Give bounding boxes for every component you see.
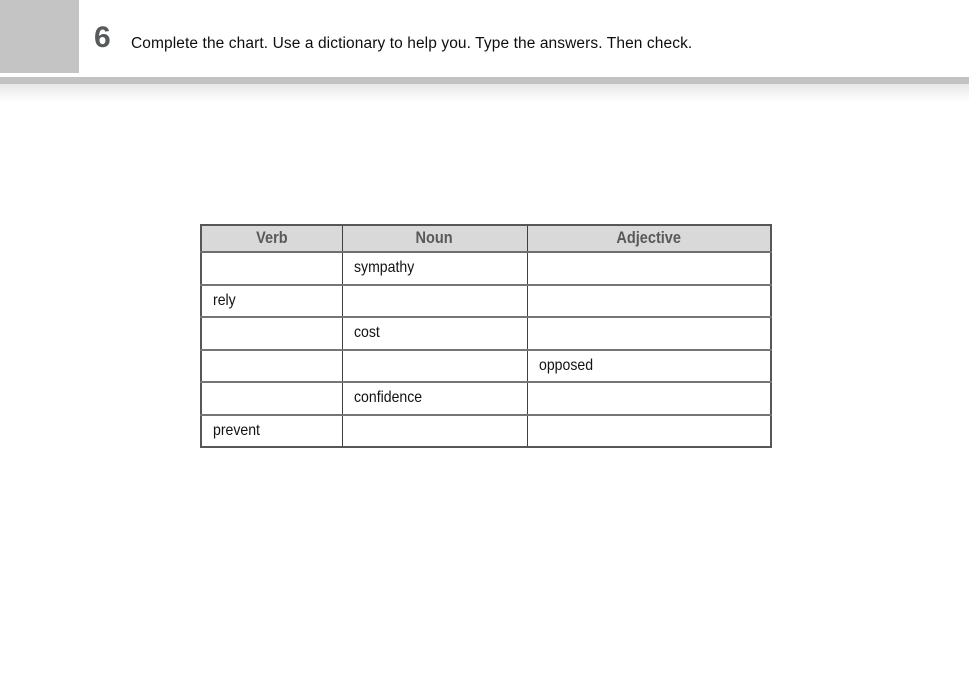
exercise-number: 6 bbox=[94, 21, 111, 54]
answer-cell-adjective-row6[interactable] bbox=[527, 415, 771, 448]
answer-cell-verb-row4[interactable] bbox=[201, 350, 342, 383]
cell-text: prevent bbox=[213, 421, 260, 439]
corner-decoration bbox=[0, 0, 79, 73]
column-header-noun bbox=[342, 225, 527, 252]
cell-text: cost bbox=[353, 324, 380, 342]
cell-text: rely bbox=[213, 291, 236, 309]
answer-cell-verb-row1[interactable] bbox=[201, 252, 342, 285]
exercise-instruction: Complete the chart. Use a dictionary to help you. Type the answers. Then check. bbox=[131, 35, 693, 52]
cell-text: confidence bbox=[353, 389, 422, 407]
answer-cell-verb-row5[interactable] bbox=[201, 382, 342, 415]
cell-text: sympathy bbox=[353, 259, 414, 277]
column-header-adjective bbox=[527, 225, 771, 252]
header-divider-shadow bbox=[0, 84, 969, 102]
given-cell-verb-row2 bbox=[201, 285, 342, 318]
table-row bbox=[201, 317, 771, 350]
answer-cell-adjective-row2[interactable] bbox=[527, 285, 771, 318]
header-divider bbox=[0, 77, 969, 84]
given-cell-noun-row1 bbox=[342, 252, 527, 285]
answer-cell-verb-row3[interactable] bbox=[201, 317, 342, 350]
table-row bbox=[201, 350, 771, 383]
answer-cell-noun-row4[interactable] bbox=[342, 350, 527, 383]
answer-cell-adjective-row5[interactable] bbox=[527, 382, 771, 415]
given-cell-noun-row5 bbox=[342, 382, 527, 415]
answer-cell-noun-row2[interactable] bbox=[342, 285, 527, 318]
answer-cell-adjective-row3[interactable] bbox=[527, 317, 771, 350]
column-header-adjective-label: Adjective bbox=[616, 229, 682, 247]
column-header-verb-label: Verb bbox=[256, 229, 288, 247]
table-row bbox=[201, 285, 771, 318]
table-row bbox=[201, 382, 771, 415]
given-cell-adjective-row4 bbox=[527, 350, 771, 383]
column-header-verb bbox=[201, 225, 342, 252]
cell-text: opposed bbox=[538, 356, 593, 374]
given-cell-noun-row3 bbox=[342, 317, 527, 350]
table-row bbox=[201, 415, 771, 448]
word-forms-table bbox=[200, 224, 772, 448]
table-header-row bbox=[201, 225, 771, 252]
answer-cell-noun-row6[interactable] bbox=[342, 415, 527, 448]
answer-cell-adjective-row1[interactable] bbox=[527, 252, 771, 285]
table-row bbox=[201, 252, 771, 285]
column-header-noun-label: Noun bbox=[415, 229, 454, 247]
given-cell-verb-row6 bbox=[201, 415, 342, 448]
